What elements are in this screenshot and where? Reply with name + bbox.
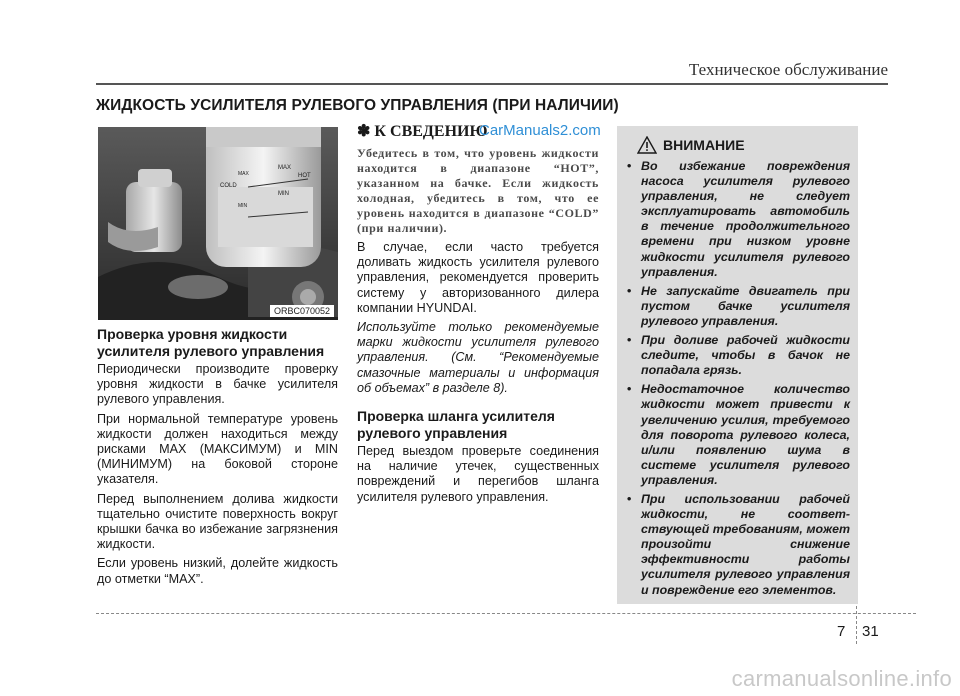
- warning-box: [617, 126, 858, 604]
- paragraph: При нормальной температуре уровень жидкости должен находиться между рисками MAX (МАКСИМУМ) и MIN (МИНИМУМ) на боковой стороне указателя.: [97, 411, 338, 487]
- reservoir-photo: [98, 127, 338, 320]
- cap-label-min-cold: MIN: [238, 203, 248, 209]
- warning-item: • При доливе рабочей жидкости следите, чтобы в бачок не попадала грязь.: [625, 333, 850, 378]
- info-heading: [357, 124, 599, 142]
- cap-label-cold: COLD: [220, 183, 237, 189]
- cap-label-max-cold: MAX: [238, 171, 249, 177]
- spacer: [357, 400, 599, 408]
- photo-code: ORBC070052: [270, 305, 334, 317]
- footer-rule: [96, 613, 916, 614]
- site-watermark: carmanualsonline.info: [731, 666, 952, 691]
- warning-list: [625, 159, 850, 598]
- page-number: 31: [862, 623, 879, 640]
- paragraph: Периодически производите проверку уровня жидкости в бачке усилителя рулевого управления.: [97, 362, 338, 407]
- warning-title: ВНИМАНИЕ: [663, 137, 745, 153]
- paragraph: Перед выполнением долива жидкости тщательно очистите поверхность вокруг крышки бачка во избежание загрязнения жидкости.: [97, 491, 338, 552]
- warning-triangle-icon: [637, 136, 657, 154]
- cap-label-max-hot: MAX: [278, 165, 292, 171]
- warning-item: • При использовании рабочей жидкости, не соответ-ствующей требованиям, может произойти снижение эффективности работы усилителя рулевого управления и повреждение его элементов.: [625, 492, 850, 598]
- paragraph: Перед выездом проверьте соединения на наличие утечек, существенных повреждений и перегибов шланга усилителя рулевого управления.: [357, 444, 599, 504]
- info-heading-text: ✽ К СВЕДЕНИЮ: [357, 123, 488, 140]
- chapter-number: 7: [837, 623, 846, 640]
- info-text: Убедитесь в том, что уровень жидкости находится в диапазоне “HOT”, указанном на бачке. Если жидкость холодная, убедитесь в том, что ее уровень находится в диапазоне “COLD” (при наличии).: [357, 146, 599, 235]
- section-title: ЖИДКОСТЬ УСИЛИТЕЛЯ РУЛЕВОГО УПРАВЛЕНИЯ (ПРИ НАЛИЧИИ): [96, 97, 619, 114]
- header-rule: [96, 83, 888, 85]
- header-title: Техническое обслуживание: [688, 60, 888, 79]
- cap-label-hot: HOT: [298, 173, 311, 179]
- warning-header: [637, 134, 850, 156]
- paragraph-italic: Используйте только рекомендуемые марки жидкости усилителя рулевого управления. (См. “Рекомендуемые смазочные материалы и информация об объемах” в разделе 8).: [357, 320, 599, 395]
- warning-item: • Недостаточное количество жидкости может привести к увеличению усилия, требуемого для поворота рулевого колеса, и/или появлению шума в системе усилителя рулевого управления.: [625, 382, 850, 488]
- column-middle: [357, 124, 599, 509]
- paragraph: В случае, если часто требуется доливать жидкость усилителя рулевого управления, рекомендуется проверить систему у авторизованного дилера компании HYUNDAI.: [357, 240, 599, 315]
- level-check-heading: Проверка уровня жидкости усилителя рулевого управления: [97, 326, 325, 359]
- cap-label-min-hot: MIN: [278, 191, 289, 197]
- hose-check-heading: Проверка шланга усилителя рулевого управления: [357, 408, 555, 441]
- column-left: [97, 326, 338, 591]
- paragraph: Если уровень низкий, долейте жидкость до отметки “MAX”.: [97, 556, 338, 586]
- warning-item: • Во избежание повреждения насоса усилителя рулевого управления, не следует эксплуатировать автомобиль в течение продолжительного времени при низком уровне жидкости усилителя рулевого управления.: [625, 159, 850, 280]
- inline-watermark: CarManuals2.com: [479, 122, 601, 139]
- footer-divider: [856, 606, 857, 644]
- warning-item: • Не запускайте двигатель при пустом бачке усилителя рулевого управления.: [625, 284, 850, 329]
